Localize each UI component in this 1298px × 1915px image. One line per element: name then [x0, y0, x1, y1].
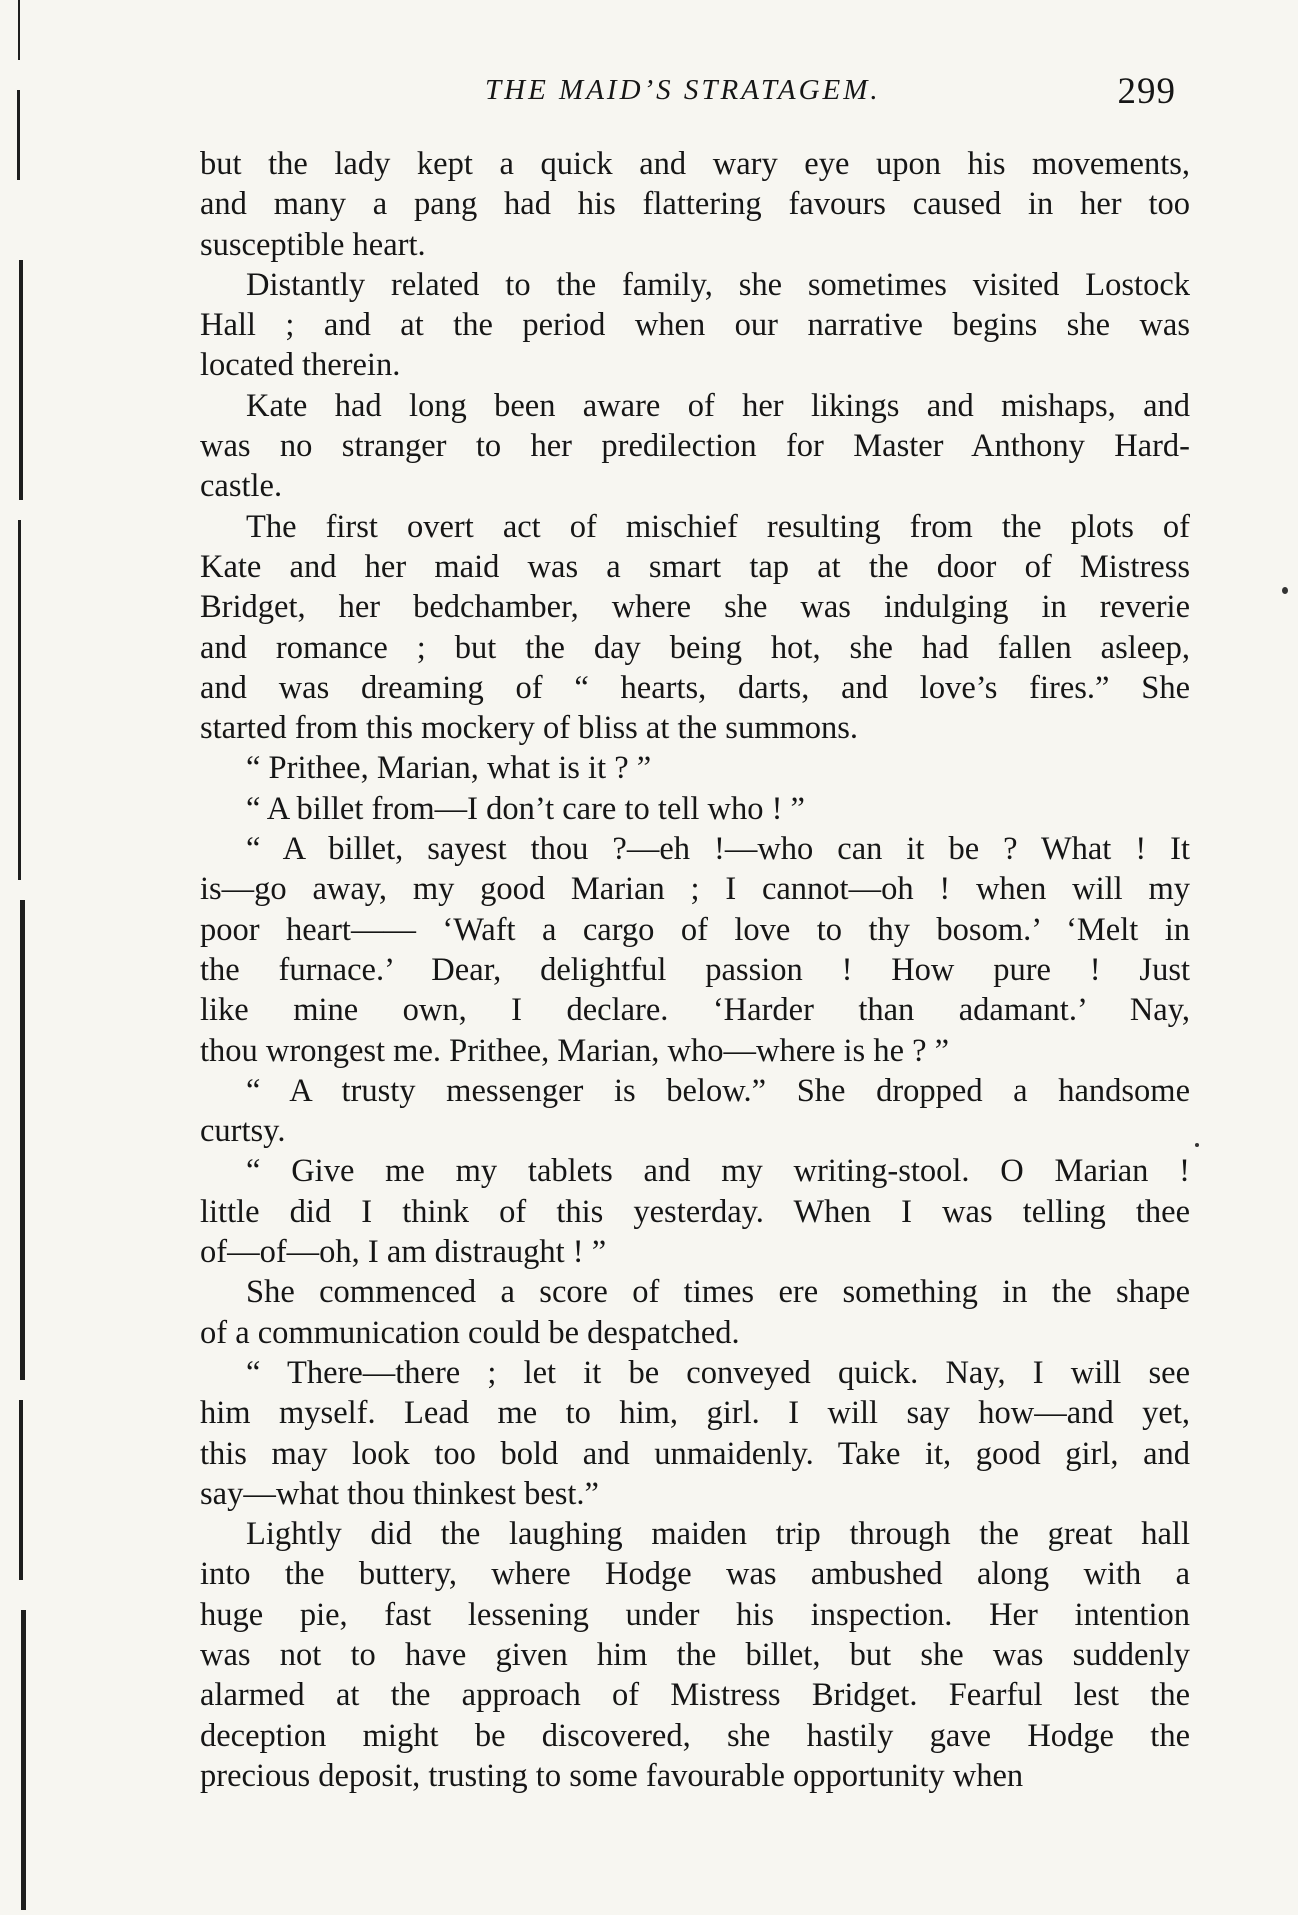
- text-line: but the lady kept a quick and wary eye upon his movements,: [200, 146, 1190, 182]
- text-line: “ A trusty messenger is below.” She dropped a handsome: [246, 1072, 1190, 1109]
- page-number: 299: [1117, 71, 1176, 112]
- text-line: and many a pang had his flattering favours caused in her too: [200, 186, 1190, 223]
- text-line: precious deposit, trusting to some favourable opportunity when: [200, 1757, 1024, 1794]
- paragraph: [200, 829, 1190, 1071]
- paragraph: [200, 1151, 1190, 1272]
- text-line: The first overt act of mischief resulting from the plots of: [246, 508, 1190, 545]
- text-line: of a communication could be despatched.: [200, 1314, 740, 1351]
- text-line: Lightly did the laughing maiden trip through the great hall: [246, 1516, 1190, 1553]
- text-line: castle.: [200, 468, 283, 505]
- text-line: this may look too bold and unmaidenly. Take it, good girl, and: [200, 1435, 1190, 1472]
- running-header: [200, 70, 1190, 118]
- text-line: Hall ; and at the period when our narrative begins she was: [200, 307, 1190, 344]
- paragraph: [200, 1272, 1190, 1353]
- text-line: alarmed at the approach of Mistress Bridget. Fearful lest the: [200, 1677, 1190, 1714]
- text-line: susceptible heart.: [200, 226, 426, 263]
- text-line: into the buttery, where Hodge was ambushed along with a: [200, 1556, 1190, 1593]
- running-title: THE MAID’S STRATAGEM.: [485, 74, 881, 106]
- paragraph: [200, 748, 1190, 788]
- paragraph: [200, 386, 1190, 507]
- paragraph: [200, 1071, 1190, 1152]
- text-line: huge pie, fast lessening under his inspection. Her intention: [200, 1596, 1190, 1633]
- paragraph: [200, 507, 1190, 749]
- paragraph: [200, 1353, 1190, 1514]
- text-line: Bridget, her bedchamber, where she was indulging in reverie: [200, 589, 1190, 626]
- text-line: deception might be discovered, she hastily gave Hodge the: [200, 1717, 1190, 1754]
- margin-speck: [1195, 1143, 1199, 1147]
- text-line: curtsy.: [200, 1113, 286, 1150]
- text-line: thou wrongest me. Prithee, Marian, who—where is he ? ”: [200, 1032, 950, 1069]
- page-body-text: [200, 144, 1190, 1796]
- paragraph: [200, 144, 1190, 265]
- text-line: Distantly related to the family, she sometimes visited Lostock: [246, 266, 1190, 303]
- text-line: “ A billet, sayest thou ?—eh !—who can it be ? What ! It: [246, 831, 1190, 868]
- text-line: “ Give me my tablets and my writing-stool. O Marian !: [246, 1153, 1190, 1190]
- text-line: located therein.: [200, 347, 401, 384]
- text-line: of—of—oh, I am distraught ! ”: [200, 1234, 607, 1271]
- text-line: say—what thou thinkest best.”: [200, 1475, 599, 1512]
- text-line: was not to have given him the billet, but she was suddenly: [200, 1636, 1190, 1673]
- text-line: Kate had long been aware of her likings and mishaps, and: [246, 387, 1190, 424]
- text-line: “ There—there ; let it be conveyed quick. Nay, I will see: [246, 1354, 1190, 1391]
- text-line: poor heart—— ‘Waft a cargo of love to thy bosom.’ ‘Melt in: [200, 911, 1190, 948]
- text-line: started from this mockery of bliss at the summons.: [200, 710, 859, 747]
- page-gutter-binding-shadow: [6, 0, 32, 1915]
- text-line: and romance ; but the day being hot, she had fallen asleep,: [200, 629, 1190, 666]
- text-line: little did I think of this yesterday. When I was telling thee: [200, 1193, 1190, 1230]
- text-line: is—go away, my good Marian ; I cannot—oh ! when will my: [200, 871, 1190, 908]
- paragraph: [200, 265, 1190, 386]
- text-line: was no stranger to her predilection for Master Anthony Hard-: [200, 428, 1190, 465]
- text-line: him myself. Lead me to him, girl. I will say how—and yet,: [200, 1395, 1190, 1432]
- paragraph: [200, 1514, 1190, 1796]
- text-line: and was dreaming of “ hearts, darts, and love’s fires.” She: [200, 669, 1190, 706]
- text-line: “ Prithee, Marian, what is it ? ”: [246, 750, 652, 787]
- text-line: Kate and her maid was a smart tap at the door of Mistress: [200, 548, 1190, 585]
- text-line: like mine own, I declare. ‘Harder than adamant.’ Nay,: [200, 992, 1190, 1029]
- text-line: the furnace.’ Dear, delightful passion ! How pure ! Just: [200, 951, 1190, 988]
- text-line: “ A billet from—I don’t care to tell who ! ”: [246, 790, 805, 827]
- paragraph: [200, 789, 1190, 829]
- margin-speck: [1282, 587, 1288, 594]
- text-line: She commenced a score of times ere something in the shape: [246, 1274, 1190, 1311]
